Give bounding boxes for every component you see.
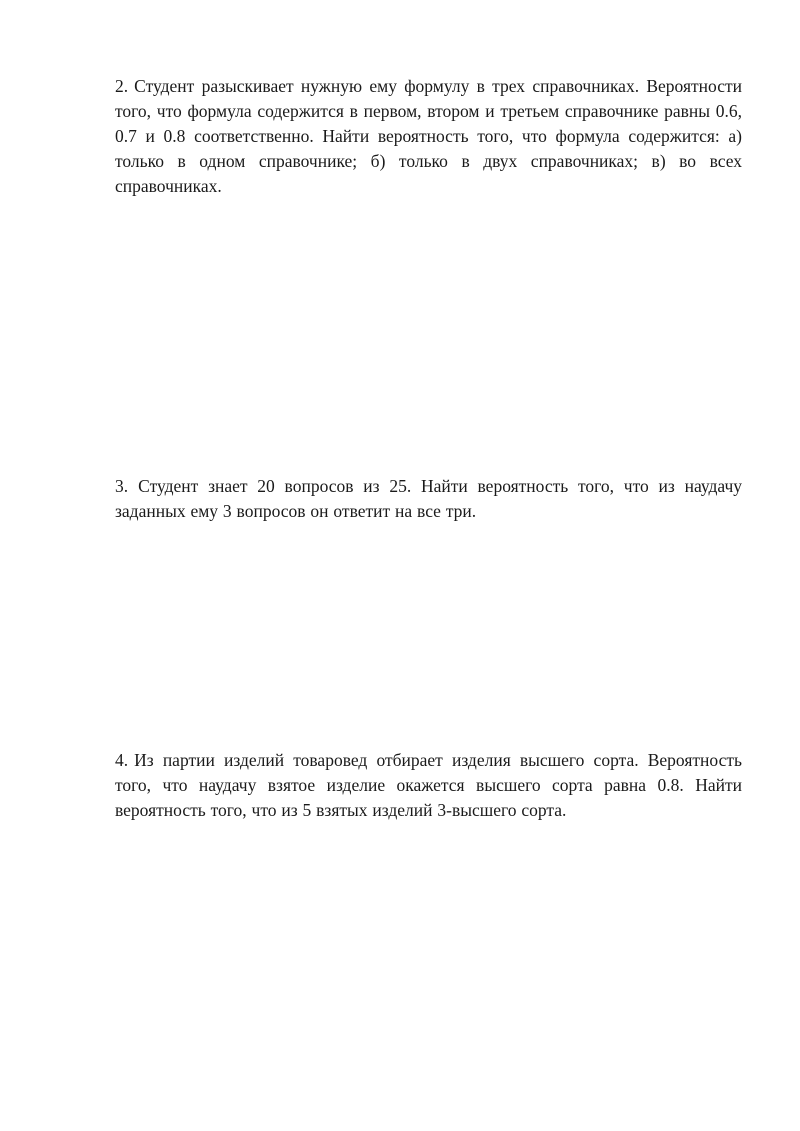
problem-number: 2. — [115, 76, 129, 96]
problem-text: Из партии изделий товаровед отбирает изделия высшего сорта. Вероятность того, что наудачу взятое изделие окажется высшего сорта равна 0.8. Найти вероятность того, что из 5 взятых изделий 3-высшего сорта. — [115, 750, 742, 820]
problem-2 — [115, 74, 742, 199]
problem-4 — [115, 748, 742, 823]
problem-3 — [115, 474, 742, 524]
problem-number: 4. — [115, 750, 129, 770]
problem-text: Студент знает 20 вопросов из 25. Найти вероятность того, что из наудачу заданных ему 3 вопросов он ответит на все три. — [115, 476, 742, 521]
problem-number: 3. — [115, 476, 129, 496]
problem-text: Студент разыскивает нужную ему формулу в трех справочниках. Вероятности того, что формула содержится в первом, втором и третьем справочнике равны 0.6, 0.7 и 0.8 соответственно. Найти вероятность того, что формула содержится: а) только в одном справочнике; б) только в двух справочниках; в) во всех справочниках. — [115, 76, 742, 196]
